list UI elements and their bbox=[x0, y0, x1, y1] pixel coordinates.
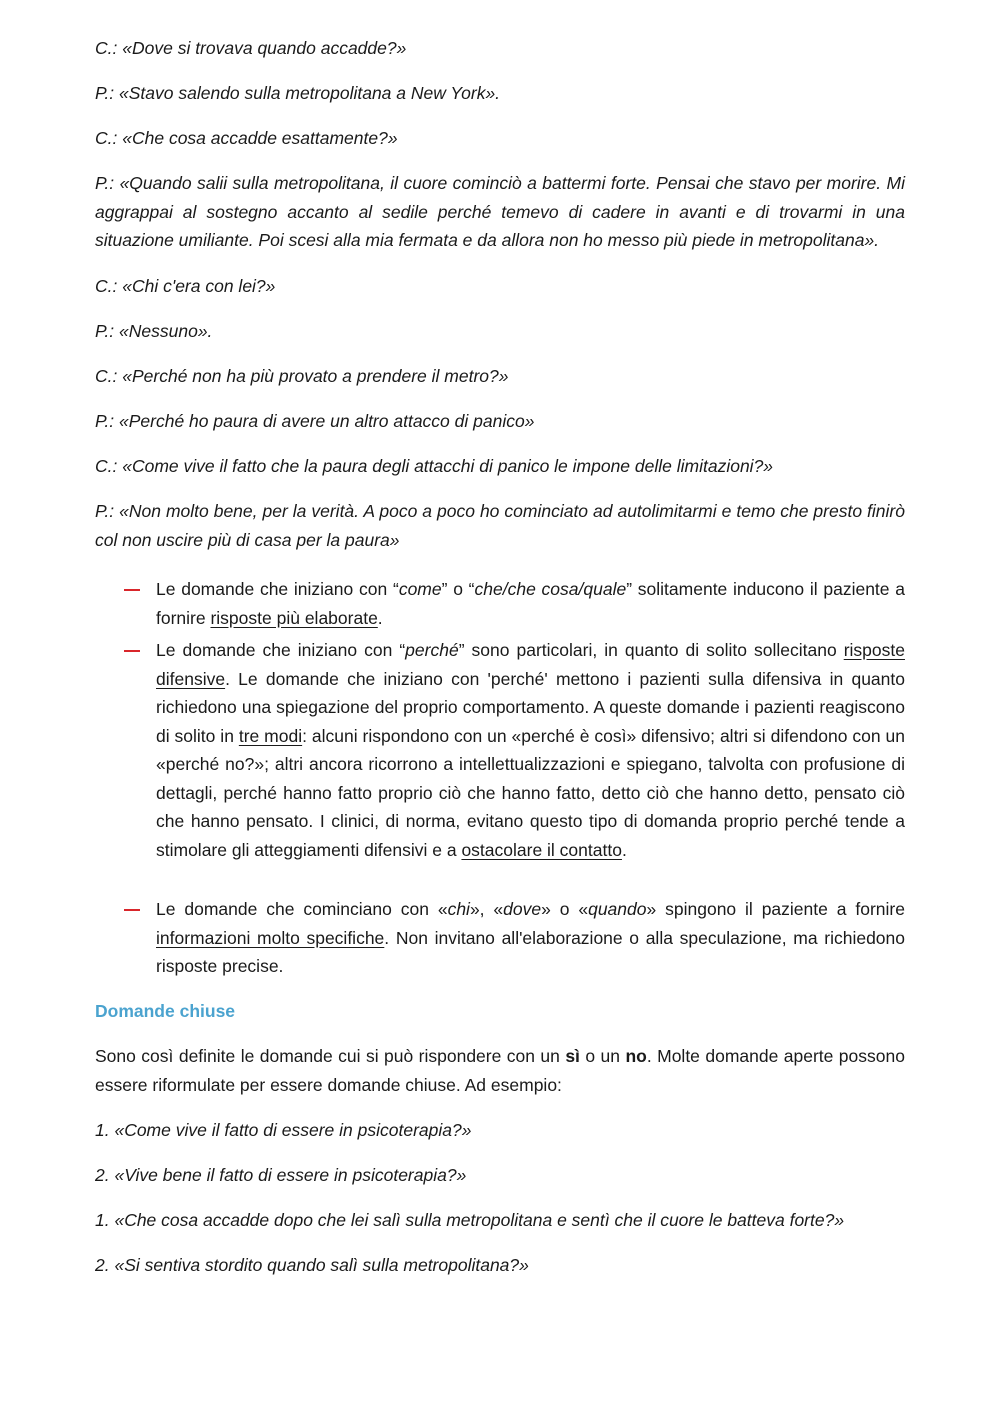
example-line: 1. «Che cosa accadde dopo che lei salì sulla metropolitana e sentì che il cuore le batteva forte?» bbox=[95, 1210, 845, 1230]
speaker-label: P.: bbox=[95, 321, 115, 341]
underlined-term: ostacolare il contatto bbox=[461, 839, 622, 860]
example-line: 2. «Si sentiva stordito quando salì sulla metropolitana?» bbox=[95, 1255, 529, 1275]
dialogue-text: «Come vive il fatto che la paura degli attacchi di panico le impone delle limitazioni?» bbox=[122, 456, 774, 476]
speaker-label: C.: bbox=[95, 366, 118, 386]
dialogue-line bbox=[95, 169, 905, 255]
bullet-dash-icon bbox=[124, 589, 140, 591]
underlined-term: informazioni molto specifiche bbox=[156, 927, 385, 948]
bullet-dash-icon bbox=[124, 650, 140, 652]
dialogue-line bbox=[95, 362, 905, 391]
dialogue-text: «Dove si trovava quando accadde?» bbox=[122, 38, 407, 58]
list-item: Le domande che iniziano con “come” o “che/che cosa/quale” solitamente inducono il paziente a fornire risposte più elaborate. bbox=[156, 579, 906, 628]
underlined-term: risposte più elaborate bbox=[210, 607, 378, 628]
underlined-term: risposte difensive bbox=[156, 640, 905, 689]
speaker-label: P.: bbox=[95, 173, 115, 193]
dialogue-text: «Chi c'era con lei?» bbox=[122, 276, 276, 296]
paragraph: Sono così definite le domande cui si può rispondere con un sì o un no. Molte domande aperte possono essere riformulate per essere domande chiuse. Ad esempio: bbox=[95, 1046, 905, 1095]
example-line: 1. «Come vive il fatto di essere in psicoterapia?» bbox=[95, 1120, 472, 1140]
bullet-dash-icon bbox=[124, 909, 140, 911]
example-line: 2. «Vive bene il fatto di essere in psicoterapia?» bbox=[95, 1165, 467, 1185]
dialogue-text: «Nessuno». bbox=[119, 321, 213, 341]
dialogue-line bbox=[95, 317, 905, 346]
dialogue-text: «Che cosa accadde esattamente?» bbox=[122, 128, 398, 148]
list-item: Le domande che iniziano con “perché” sono particolari, in quanto di solito sollecitano risposte difensive. Le domande che iniziano con 'perché' mettono i pazienti sulla difensiva in quanto richiedono una spiegazione del proprio comportamento. A queste domande i pazienti reagiscono di solito in tre modi: alcuni rispondono con un «perché è così» difensivo; altri si difendono con un «perché no?»; altri ancora ricorrono a intellettualizzazioni e spiegano, talvolta con profusione di dettagli, perché hanno fatto proprio ciò che hanno fatto, detto ciò che hanno detto, pensato ciò che hanno pensato. I clinici, di norma, evitano questo tipo di domanda proprio perché tende a stimolare gli atteggiamenti difensivi e a ostacolare il contatto. bbox=[156, 640, 906, 860]
underlined-term: tre modi bbox=[238, 725, 303, 746]
dialogue-line bbox=[95, 497, 905, 554]
speaker-label: C.: bbox=[95, 38, 118, 58]
dialogue-line bbox=[95, 124, 905, 153]
dialogue-line bbox=[95, 452, 905, 481]
speaker-label: P.: bbox=[95, 501, 115, 521]
dialogue-line bbox=[95, 407, 905, 436]
dialogue-line bbox=[95, 272, 905, 301]
speaker-label: C.: bbox=[95, 276, 118, 296]
speaker-label: C.: bbox=[95, 128, 118, 148]
speaker-label: C.: bbox=[95, 456, 118, 476]
dialogue-line bbox=[95, 34, 905, 63]
dialogue-text: «Stavo salendo sulla metropolitana a New York». bbox=[119, 83, 501, 103]
dialogue-text: «Perché ho paura di avere un altro attacco di panico» bbox=[119, 411, 535, 431]
dialogue-text: «Perché non ha più provato a prendere il metro?» bbox=[122, 366, 509, 386]
dialogue-text: «Quando salii sulla metropolitana, il cuore cominciò a battermi forte. Pensai che stavo per morire. Mi aggrappai al sostegno accanto al sedile perché temevo di cadere in avanti e di trovarmi in una situazione umiliante. Poi scesi alla mia fermata e da allora non ho messo più piede in metropolitana». bbox=[95, 173, 905, 250]
dialogue-text: «Non molto bene, per la verità. A poco a poco ho cominciato ad autolimitarmi e temo che presto finirò col non uscire più di casa per la paura» bbox=[95, 501, 905, 550]
dialogue-line bbox=[95, 79, 905, 108]
list-item: Le domande che cominciano con «chi», «dove» o «quando» spingono il paziente a fornire informazioni molto specifiche. Non invitano all'elaborazione o alla speculazione, ma richiedono risposte precise. bbox=[156, 899, 906, 976]
speaker-label: P.: bbox=[95, 411, 115, 431]
section-heading: Domande chiuse bbox=[95, 1001, 236, 1021]
speaker-label: P.: bbox=[95, 83, 115, 103]
